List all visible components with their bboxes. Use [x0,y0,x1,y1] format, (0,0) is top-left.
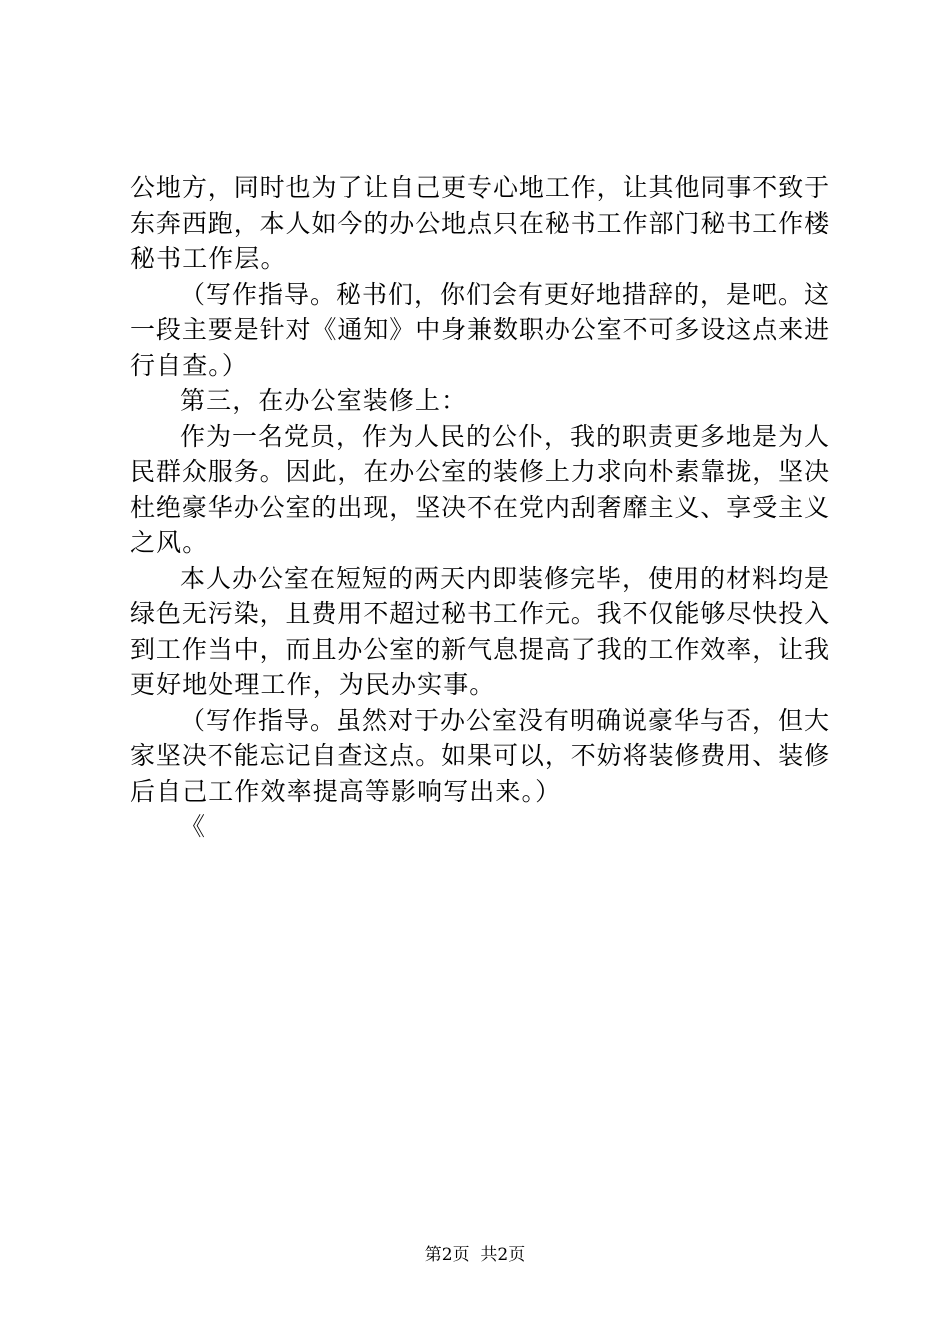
text-line: 公地方，同时也为了让自己更专心地工作，让其他同事不致于 [130,173,830,202]
text-line: 更好地处理工作，为民办实事。 [130,670,496,699]
text-line: 杜绝豪华办公室的出现，坚决不在党内刮奢靡主义、享受主义 [130,492,830,522]
text-line: 之风。 [130,528,209,557]
section-heading-line: 第三，在办公室装修上： [180,386,468,415]
text-line: 后自己工作效率提高等影响写出来。） [130,776,562,806]
text-line: 行自查。） [130,350,249,380]
text-line: 东奔西跑，本人如今的办公地点只在秘书工作部门秘书工作楼 [130,208,830,238]
text-line: 《 [180,812,207,841]
text-line: 本人办公室在短短的两天内即装修完毕，使用的材料均是 [180,563,831,593]
page-number-label: 第2页 共2页 [424,1245,526,1265]
body-text [130,170,830,845]
text-line: （写作指导。虽然对于办公室没有明确说豪华与否，但大 [180,705,831,735]
text-line: （写作指导。秘书们，你们会有更好地措辞的，是吧。这 [180,279,831,309]
text-line: 作为一名党员，作为人民的公仆，我的职责更多地是为人 [180,421,831,451]
text-line: 民群众服务。因此，在办公室的装修上力求向朴素靠拢，坚决 [130,457,830,486]
page-footer [0,1244,950,1266]
text-line: 绿色无污染，且费用不超过秘书工作元。我不仅能够尽快投入 [130,599,830,628]
text-line: 一段主要是针对《通知》中身兼数职办公室不可多设这点来进 [130,315,830,344]
text-line: 家坚决不能忘记自查这点。如果可以，不妨将装修费用、装修 [130,741,830,770]
text-line: 秘书工作层。 [130,244,287,273]
text-line: 到工作当中，而且办公室的新气息提高了我的工作效率，让我 [130,634,830,664]
